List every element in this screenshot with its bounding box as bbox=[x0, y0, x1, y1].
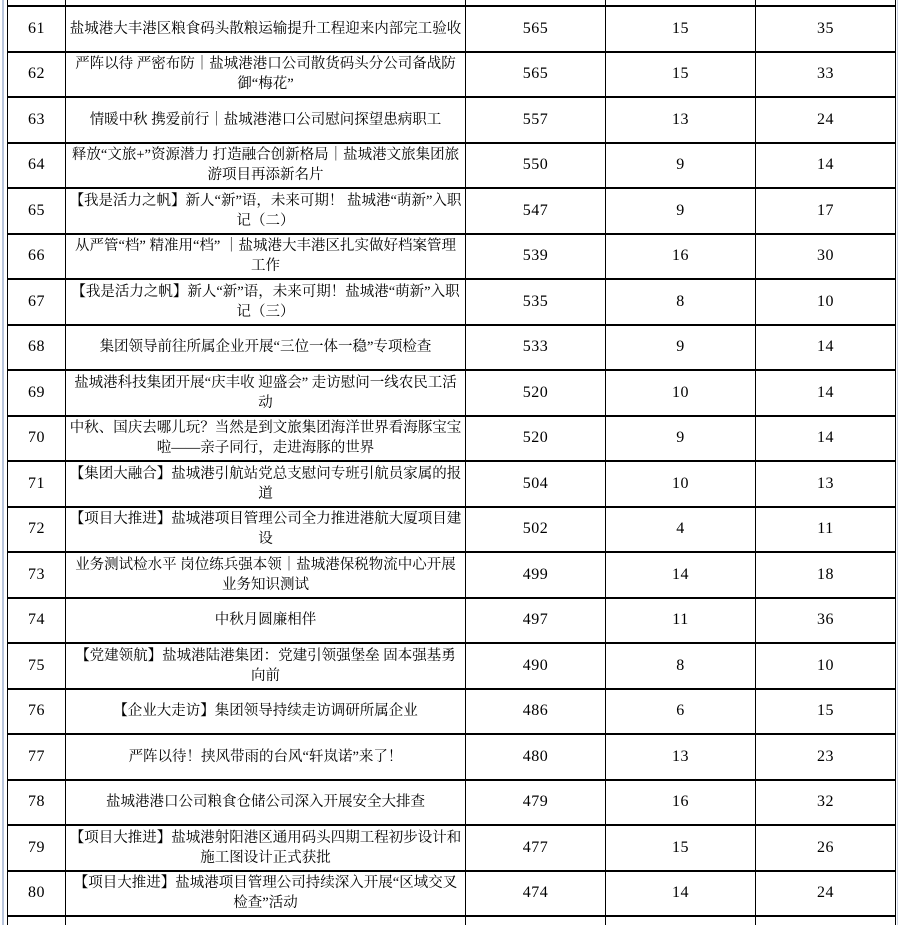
stat-value-3-cell[interactable]: 13 bbox=[756, 461, 896, 507]
stat-value-2-cell[interactable]: 9 bbox=[606, 143, 756, 189]
table-row bbox=[8, 416, 896, 462]
row-number-cell[interactable]: 67 bbox=[8, 279, 66, 325]
article-title-cell[interactable]: 严阵以待 严密布防｜盐城港港口公司散货码头分公司备战防御“梅花” bbox=[66, 52, 466, 98]
article-title-cell[interactable]: 【项目大推进】盐城港项目管理公司持续深入开展“区域交叉检查”活动 bbox=[66, 871, 466, 917]
stat-value-2-cell[interactable]: 10 bbox=[606, 461, 756, 507]
stat-value-3-cell[interactable]: 10 bbox=[756, 643, 896, 689]
stat-value-1-cell[interactable]: 550 bbox=[466, 143, 606, 189]
news-stats-table bbox=[7, 0, 896, 925]
stat-value-1-cell[interactable]: 497 bbox=[466, 598, 606, 644]
row-number-cell[interactable]: 65 bbox=[8, 188, 66, 234]
stat-value-2-cell[interactable]: 15 bbox=[606, 52, 756, 98]
stat-value-1-cell[interactable]: 486 bbox=[466, 689, 606, 735]
table-row bbox=[8, 734, 896, 780]
row-number-cell[interactable]: 75 bbox=[8, 643, 66, 689]
row-number-cell[interactable]: 77 bbox=[8, 734, 66, 780]
table-row bbox=[8, 279, 896, 325]
article-title-cell[interactable]: 释放“文旅+”资源潜力 打造融合创新格局｜盐城港文旅集团旅游项目再添新名片 bbox=[66, 143, 466, 189]
stat-value-2-cell[interactable]: 13 bbox=[606, 97, 756, 143]
row-number-cell[interactable]: 79 bbox=[8, 825, 66, 871]
stat-value-1-cell[interactable]: 499 bbox=[466, 552, 606, 598]
row-number-cell[interactable]: 62 bbox=[8, 52, 66, 98]
stat-value-3-cell[interactable]: 14 bbox=[756, 143, 896, 189]
table-row bbox=[8, 552, 896, 598]
stat-value-3-cell[interactable]: 14 bbox=[756, 416, 896, 462]
stat-value-3-cell[interactable]: 18 bbox=[756, 552, 896, 598]
table-row bbox=[8, 461, 896, 507]
stat-value-3-cell[interactable]: 23 bbox=[756, 734, 896, 780]
stat-value-2-cell[interactable]: 8 bbox=[606, 643, 756, 689]
table-row bbox=[8, 97, 896, 143]
stat-value-3-cell[interactable]: 24 bbox=[756, 97, 896, 143]
article-title-cell[interactable]: 【我是活力之帆】新人“新”语，未来可期！盐城港“萌新”入职记（三） bbox=[66, 279, 466, 325]
table-row bbox=[8, 825, 896, 871]
table-row bbox=[8, 234, 896, 280]
table-row bbox=[8, 780, 896, 826]
stat-value-1-cell[interactable]: 539 bbox=[466, 234, 606, 280]
row-number-cell[interactable]: 73 bbox=[8, 552, 66, 598]
stat-value-2-cell[interactable]: 15 bbox=[606, 6, 756, 52]
stat-value-2-cell[interactable]: 15 bbox=[606, 825, 756, 871]
row-number-cell[interactable]: 76 bbox=[8, 689, 66, 735]
stat-value-2-cell[interactable]: 14 bbox=[606, 552, 756, 598]
stat-value-3-cell[interactable]: 24 bbox=[756, 871, 896, 917]
row-number-cell[interactable]: 63 bbox=[8, 97, 66, 143]
stat-value-2-cell[interactable]: 10 bbox=[606, 370, 756, 416]
row-number-cell[interactable]: 66 bbox=[8, 234, 66, 280]
stat-value-1-cell[interactable]: 502 bbox=[466, 507, 606, 553]
stat-value-1-cell[interactable]: 520 bbox=[466, 416, 606, 462]
stat-value-1-cell[interactable]: 477 bbox=[466, 825, 606, 871]
table-row bbox=[8, 188, 896, 234]
table-row bbox=[8, 871, 896, 917]
stat-value-3-cell[interactable]: 26 bbox=[756, 825, 896, 871]
row-number-cell[interactable]: 78 bbox=[8, 780, 66, 826]
stat-value-1-cell[interactable]: 474 bbox=[466, 871, 606, 917]
table-row bbox=[8, 6, 896, 52]
article-title-cell[interactable]: 盐城港科技集团开展“庆丰收 迎盛会” 走访慰问一线农民工活动 bbox=[66, 370, 466, 416]
stat-value-2-cell[interactable]: 4 bbox=[606, 507, 756, 553]
stat-value-3-cell[interactable]: 32 bbox=[756, 780, 896, 826]
table-row bbox=[8, 643, 896, 689]
article-title-cell[interactable]: 情暖中秋 携爱前行｜盐城港港口公司慰问探望患病职工 bbox=[66, 97, 466, 143]
row-number-cell[interactable]: 70 bbox=[8, 416, 66, 462]
stat-value-2-cell[interactable]: 8 bbox=[606, 279, 756, 325]
article-title-cell[interactable]: 【党建领航】盐城港陆港集团：党建引领强堡垒 固本强基勇向前 bbox=[66, 643, 466, 689]
stat-value-2-cell[interactable]: 9 bbox=[606, 416, 756, 462]
stat-value-3-cell[interactable]: 17 bbox=[756, 188, 896, 234]
row-number-cell[interactable]: 61 bbox=[8, 6, 66, 52]
article-title-cell[interactable]: 中秋、国庆去哪儿玩？当然是到文旅集团海洋世界看海豚宝宝啦——亲子同行，走进海豚的世界 bbox=[66, 416, 466, 462]
stat-value-3-cell[interactable]: 35 bbox=[756, 6, 896, 52]
stat-value-2-cell[interactable]: 9 bbox=[606, 325, 756, 371]
article-title-cell[interactable]: 中秋月圆廉相伴 bbox=[66, 598, 466, 644]
partial-row-below bbox=[8, 916, 896, 925]
stat-value-2-cell[interactable]: 11 bbox=[606, 598, 756, 644]
article-title-cell[interactable]: 【我是活力之帆】新人“新”语，未来可期！ 盐城港“萌新”入职记（二） bbox=[66, 188, 466, 234]
article-title-cell[interactable]: 业务测试检水平 岗位练兵强本领｜盐城港保税物流中心开展业务知识测试 bbox=[66, 552, 466, 598]
table-row bbox=[8, 689, 896, 735]
stat-value-1-cell[interactable]: 490 bbox=[466, 643, 606, 689]
stat-value-3-cell[interactable]: 14 bbox=[756, 370, 896, 416]
article-title-cell[interactable]: 【集团大融合】盐城港引航站党总支慰问专班引航员家属的报道 bbox=[66, 461, 466, 507]
table-row bbox=[8, 52, 896, 98]
article-title-cell[interactable]: 盐城港大丰港区粮食码头散粮运输提升工程迎来内部完工验收 bbox=[66, 6, 466, 52]
stat-value-1-cell[interactable]: 480 bbox=[466, 734, 606, 780]
article-title-cell[interactable]: 盐城港港口公司粮食仓储公司深入开展安全大排查 bbox=[66, 780, 466, 826]
stat-value-1-cell[interactable]: 565 bbox=[466, 52, 606, 98]
stat-value-3-cell[interactable]: 10 bbox=[756, 279, 896, 325]
article-title-cell[interactable]: 从严管“档” 精准用“档” ｜盐城港大丰港区扎实做好档案管理工作 bbox=[66, 234, 466, 280]
article-title-cell[interactable]: 集团领导前往所属企业开展“三位一体一稳”专项检查 bbox=[66, 325, 466, 371]
stat-value-1-cell[interactable]: 535 bbox=[466, 279, 606, 325]
empty-cell[interactable] bbox=[66, 916, 466, 925]
row-number-cell[interactable]: 71 bbox=[8, 461, 66, 507]
stat-value-1-cell[interactable]: 504 bbox=[466, 461, 606, 507]
pane-divider-line-left bbox=[2, 0, 4, 925]
table-row bbox=[8, 507, 896, 553]
row-number-cell[interactable]: 74 bbox=[8, 598, 66, 644]
table-row bbox=[8, 370, 896, 416]
stat-value-3-cell[interactable]: 14 bbox=[756, 325, 896, 371]
stat-value-1-cell[interactable]: 479 bbox=[466, 780, 606, 826]
stat-value-1-cell[interactable]: 547 bbox=[466, 188, 606, 234]
stat-value-3-cell[interactable]: 15 bbox=[756, 689, 896, 735]
stat-value-3-cell[interactable]: 36 bbox=[756, 598, 896, 644]
table-row bbox=[8, 598, 896, 644]
stat-value-3-cell[interactable]: 11 bbox=[756, 507, 896, 553]
article-title-cell[interactable]: 严阵以待！挟风带雨的台风“轩岚诺”来了！ bbox=[66, 734, 466, 780]
empty-cell[interactable] bbox=[756, 916, 896, 925]
empty-cell[interactable] bbox=[606, 916, 756, 925]
table-row bbox=[8, 325, 896, 371]
stat-value-2-cell[interactable]: 13 bbox=[606, 734, 756, 780]
stat-value-3-cell[interactable]: 33 bbox=[756, 52, 896, 98]
row-number-cell[interactable]: 72 bbox=[8, 507, 66, 553]
empty-cell[interactable] bbox=[8, 916, 66, 925]
article-title-cell[interactable]: 【企业大走访】集团领导持续走访调研所属企业 bbox=[66, 689, 466, 735]
row-number-cell[interactable]: 80 bbox=[8, 871, 66, 917]
row-number-cell[interactable]: 64 bbox=[8, 143, 66, 189]
stat-value-1-cell[interactable]: 520 bbox=[466, 370, 606, 416]
stat-value-2-cell[interactable]: 16 bbox=[606, 780, 756, 826]
article-title-cell[interactable]: 【项目大推进】盐城港射阳港区通用码头四期工程初步设计和施工图设计正式获批 bbox=[66, 825, 466, 871]
stat-value-2-cell[interactable]: 6 bbox=[606, 689, 756, 735]
stat-value-1-cell[interactable]: 565 bbox=[466, 6, 606, 52]
stat-value-3-cell[interactable]: 30 bbox=[756, 234, 896, 280]
stat-value-2-cell[interactable]: 14 bbox=[606, 871, 756, 917]
table-row bbox=[8, 143, 896, 189]
stat-value-1-cell[interactable]: 533 bbox=[466, 325, 606, 371]
empty-cell[interactable] bbox=[466, 916, 606, 925]
stat-value-2-cell[interactable]: 9 bbox=[606, 188, 756, 234]
pane-divider-line-right bbox=[897, 0, 898, 925]
news-stats-table-body bbox=[8, 0, 896, 925]
stat-value-2-cell[interactable]: 16 bbox=[606, 234, 756, 280]
row-number-cell[interactable]: 68 bbox=[8, 325, 66, 371]
article-title-cell[interactable]: 【项目大推进】盐城港项目管理公司全力推进港航大厦项目建设 bbox=[66, 507, 466, 553]
row-number-cell[interactable]: 69 bbox=[8, 370, 66, 416]
stat-value-1-cell[interactable]: 557 bbox=[466, 97, 606, 143]
